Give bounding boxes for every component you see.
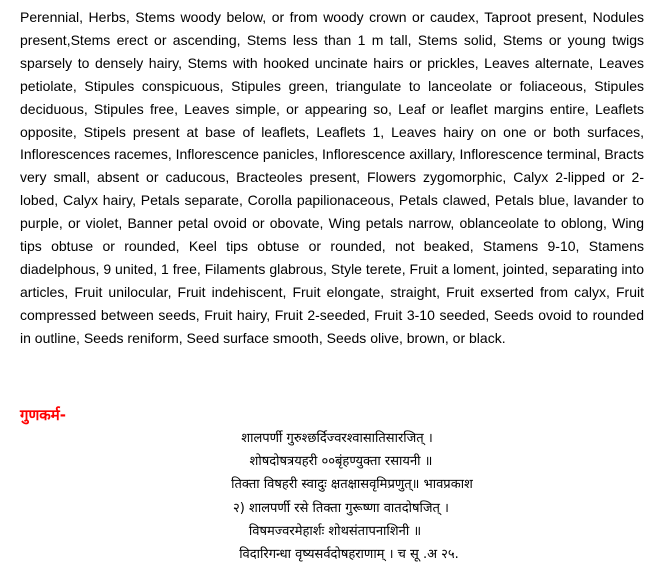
plant-description: Perennial, Herbs, Stems woody below, or from woody crown or caudex, Taproot present, Nodules present,Stems erect or ascending, Stems less than 1 m tall, Stems solid, Stems or young twigs sparsely to densely hairy, Stems with hooked uncinate hairs or prickles, Leaves alternate, Leaves petiolate, Stipules conspicuous, Stipules green, triangulate to lanceolate or foliaceous, Stipules deciduous, Stipules free, Leaves simple, or appearing so, Leaf or leaflet margins entire, Leaflets opposite, Stipels present at base of leaflets, Leaflets 1, Leaves hairy on one or both surfaces, Inflorescences racemes, Inflorescence panicles, Inflorescence axillary, Inflorescence terminal, Bracts very small, absent or caducous, Bracteoles present, Flowers zygomorphic, Calyx 2-lipped or 2-lobed, Calyx hairy, Petals separate, Corolla papilionaceous, Petals clawed, Petals blue, lavander to purple, or violet, Banner petal ovoid or obovate, Wing petals narrow, oblanceolate to oblong, Wing tips obtuse or rounded, Keel tips obtuse or rounded, not beaked, Stamens 9-10, Stamens diadelphous, 9 united, 1 free, Filaments glabrous, Style terete, Fruit a loment, jointed, separating into articles, Fruit unilocular, Fruit indehiscent, Fruit elongate, straight, Fruit exserted from calyx, Fruit compressed between seeds, Fruit hairy, Fruit 2-seeded, Fruit 3-10 seeded, Seeds ovoid to rounded in outline, Seeds reniform, Seed surface smooth, Seeds olive, brown, or black. — [20, 9, 644, 346]
verse-line: विदारिगन्धा वृष्यसर्वदोषहराणाम् । च सू .अ २५. — [239, 547, 459, 563]
section-heading-gunakarma: गुणकर्म- — [20, 406, 67, 424]
verse-line: शालपर्णी गुरुश्छर्दिज्वरश्वासातिसारजित् । — [241, 431, 433, 446]
verse-line: तिक्ता विषहरी स्वादुः क्षतक्षासवृमिप्रणुत्॥ भावप्रकाश — [231, 477, 473, 493]
verse-line: शोषदोषत्रयहरी ००बृंहण्युक्ता रसायनी ॥ — [249, 454, 433, 470]
verse-line: विषमज्वरमेहार्शः शोथसंतापनाशिनी ॥ — [248, 523, 422, 539]
sanskrit-verses — [0, 427, 660, 566]
verse-line: २) शालपर्णी रसे तिक्ता गुरूष्णा वातदोषजित् । — [233, 500, 449, 516]
